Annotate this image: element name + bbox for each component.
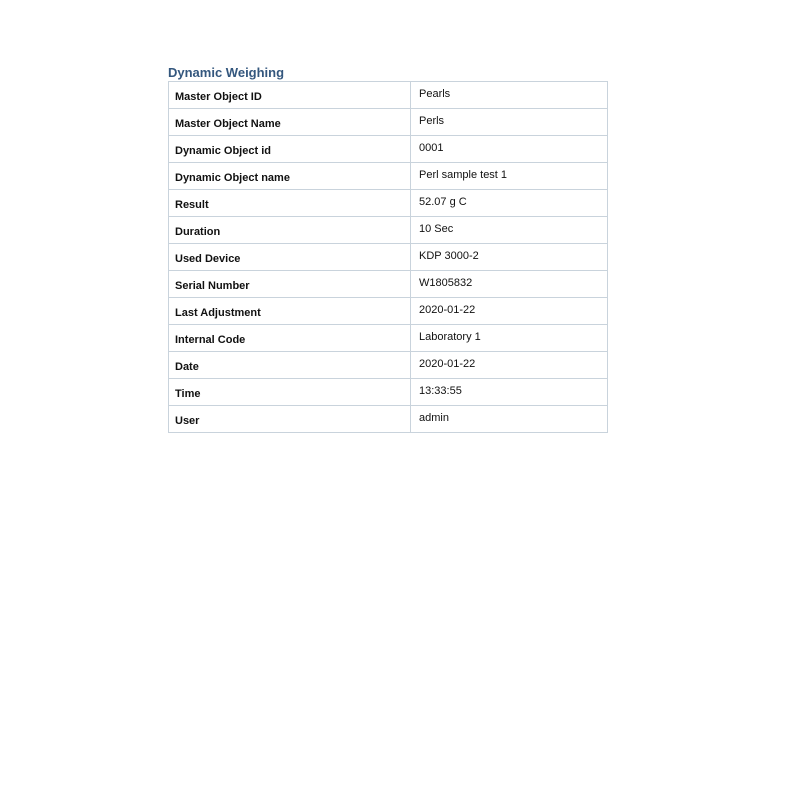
table-row (169, 325, 608, 352)
row-label: Master Object Name (169, 109, 411, 136)
table-row (169, 406, 608, 433)
row-value: Laboratory 1 (411, 325, 608, 352)
row-value: Perl sample test 1 (411, 163, 608, 190)
row-value: 52.07 g C (411, 190, 608, 217)
row-value: 2020-01-22 (411, 298, 608, 325)
row-label: Time (169, 379, 411, 406)
row-value: Pearls (411, 82, 608, 109)
table-row (169, 190, 608, 217)
table-row (169, 82, 608, 109)
table-row (169, 244, 608, 271)
row-label: Duration (169, 217, 411, 244)
row-value: 13:33:55 (411, 379, 608, 406)
report-title: Dynamic Weighing (168, 65, 285, 80)
row-value: 0001 (411, 136, 608, 163)
table-row (169, 163, 608, 190)
table-row (169, 379, 608, 406)
table-row (169, 217, 608, 244)
row-value: admin (411, 406, 608, 433)
report-table (168, 81, 608, 433)
table-row (169, 298, 608, 325)
row-label: Master Object ID (169, 82, 411, 109)
table-row (169, 352, 608, 379)
row-value: KDP 3000-2 (411, 244, 608, 271)
row-label: Internal Code (169, 325, 411, 352)
row-label: Dynamic Object id (169, 136, 411, 163)
row-value: Perls (411, 109, 608, 136)
row-label: Serial Number (169, 271, 411, 298)
row-value: 10 Sec (411, 217, 608, 244)
row-label: Used Device (169, 244, 411, 271)
row-label: Dynamic Object name (169, 163, 411, 190)
row-label: Date (169, 352, 411, 379)
row-label: User (169, 406, 411, 433)
row-label: Result (169, 190, 411, 217)
row-value: 2020-01-22 (411, 352, 608, 379)
table-row (169, 109, 608, 136)
table-row (169, 271, 608, 298)
row-label: Last Adjustment (169, 298, 411, 325)
row-value: W1805832 (411, 271, 608, 298)
table-row (169, 136, 608, 163)
report-section (168, 64, 608, 433)
